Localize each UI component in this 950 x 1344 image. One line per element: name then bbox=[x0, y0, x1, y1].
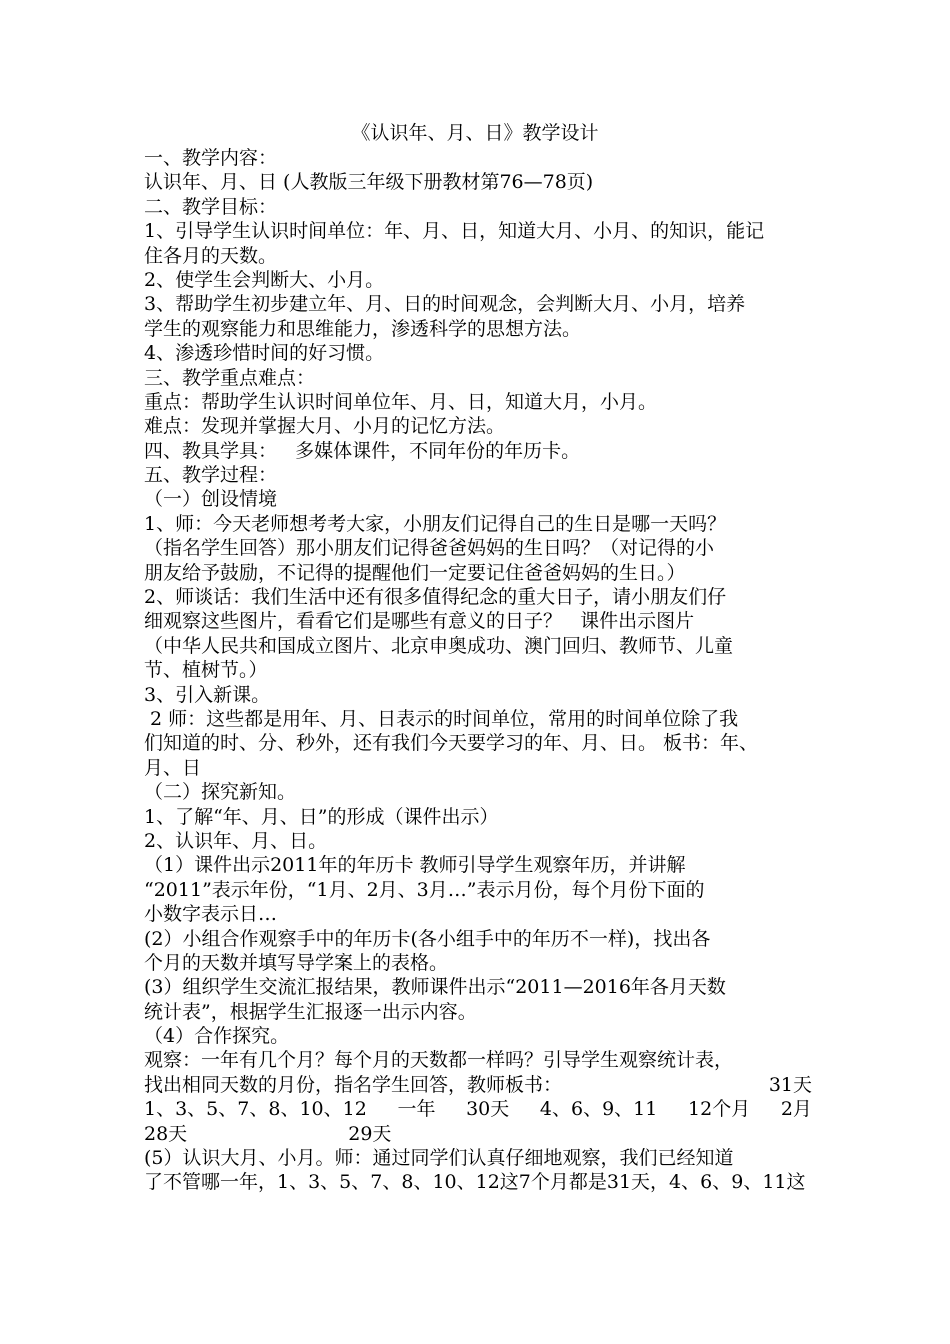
paragraph-line: 了不管哪一年，1、3、5、7、8、10、12这7个月都是31天，4、6、9、11这 bbox=[144, 1171, 806, 1194]
paragraph-line: (2）小组合作观察手中的年历卡(各小组手中的年历不一样)，找出各 bbox=[144, 927, 711, 950]
paragraph-line: 小数字表示日… bbox=[144, 903, 278, 926]
paragraph-line: (5）认识大月、小月。师：通过同学们认真仔细地观察，我们已经知道 bbox=[144, 1147, 734, 1170]
paragraph-line: 月、日 bbox=[144, 756, 202, 779]
paragraph-line: 3、引入新课。 bbox=[144, 683, 271, 706]
paragraph-line: 1、了解“年、月、日”的形成（课件出示） bbox=[144, 805, 499, 828]
paragraph-line: 朋友给予鼓励，不记得的提醒他们一定要记住爸爸妈妈的生日。） bbox=[144, 561, 686, 584]
section-heading-tools: 四、教具学具： 多媒体课件，不同年份的年历卡。 bbox=[144, 439, 581, 462]
paragraph-line: “2011”表示年份，“1月、2月、3月…”表示月份，每个月份下面的 bbox=[144, 878, 705, 901]
board-days-29: 29天 bbox=[348, 1122, 392, 1145]
board-one-year: 一年 bbox=[397, 1098, 436, 1121]
paragraph-line: 统计表”，根据学生汇报逐一出示内容。 bbox=[144, 1000, 477, 1023]
paragraph-line: 2 师：这些都是用年、月、日表示的时间单位，常用的时间单位除了我 bbox=[144, 707, 739, 730]
section-heading-process: 五、教学过程： bbox=[144, 464, 278, 487]
paragraph-line: 2、认识年、月、日。 bbox=[144, 829, 328, 852]
document-body bbox=[144, 146, 812, 1195]
board-february: 2月 bbox=[780, 1098, 812, 1121]
board-months-big: 1、3、5、7、8、10、12 bbox=[144, 1098, 367, 1121]
paragraph-line: 学生的观察能力和思维能力，渗透科学的思想方法。 bbox=[144, 317, 582, 340]
board-days-30: 30天 bbox=[466, 1098, 510, 1121]
board-twelve-months: 12个月 bbox=[688, 1098, 751, 1121]
paragraph-line: 个月的天数并填写导学案上的表格。 bbox=[144, 951, 449, 974]
board-line-3 bbox=[144, 1122, 812, 1146]
board-line-1 bbox=[144, 1073, 812, 1097]
board-days-31: 31天 bbox=[768, 1073, 812, 1096]
board-line-2 bbox=[144, 1097, 812, 1121]
paragraph-line: 找出相同天数的月份，指名学生回答，教师板书： bbox=[144, 1073, 563, 1096]
paragraph-line: 重点：帮助学生认识时间单位年、月、日，知道大月，小月。 bbox=[144, 390, 658, 413]
section-heading-key-points: 三、教学重点难点： bbox=[144, 366, 316, 389]
paragraph-line: （4）合作探究。 bbox=[144, 1025, 290, 1048]
paragraph-line: 难点：发现并掌握大月、小月的记忆方法。 bbox=[144, 415, 506, 438]
section-heading-content: 一、教学内容： bbox=[144, 147, 278, 169]
paragraph-line: 们知道的时、分、秒外，还有我们今天要学习的年、月、日。 板书：年、 bbox=[144, 732, 759, 755]
paragraph-line: 住各月的天数。 bbox=[144, 244, 278, 267]
document-title: 《认识年、月、日》教学设计 bbox=[351, 122, 599, 144]
paragraph-line: 3、帮助学生初步建立年、月、日的时间观念，会判断大月、小月，培养 bbox=[144, 293, 746, 316]
paragraph-line: （指名学生回答）那小朋友们记得爸爸妈妈的生日吗？（对记得的小 bbox=[144, 537, 715, 560]
paragraph-line: 1、师：今天老师想考考大家，小朋友们记得自己的生日是哪一天吗？ bbox=[144, 512, 727, 535]
paragraph-line: 2、使学生会判断大、小月。 bbox=[144, 268, 385, 291]
paragraph-line: 2、师谈话：我们生活中还有很多值得纪念的重大日子，请小朋友们仔 bbox=[144, 586, 727, 609]
section-heading-goals: 二、教学目标： bbox=[144, 195, 278, 218]
paragraph-line: (3）组织学生交流汇报结果，教师课件出示“2011—2016年各月天数 bbox=[144, 976, 726, 999]
paragraph-line: 节、植树节。） bbox=[144, 659, 268, 682]
board-days-28: 28天 bbox=[144, 1122, 188, 1145]
paragraph-line: （1）课件出示2011年的年历卡 教师引导学生观察年历，并讲解 bbox=[144, 854, 686, 877]
subsection-heading: （二）探究新知。 bbox=[144, 781, 297, 804]
board-months-small: 4、6、9、11 bbox=[539, 1098, 658, 1121]
paragraph-line: 认识年、月、日 (人教版三年级下册教材第76—78页) bbox=[144, 171, 594, 194]
paragraph-line: 4、渗透珍惜时间的好习惯。 bbox=[144, 342, 385, 365]
paragraph-line: 细观察这些图片，看看它们是哪些有意义的日子？ 课件出示图片 bbox=[144, 610, 695, 633]
subsection-heading: （一）创设情境 bbox=[144, 488, 278, 511]
paragraph-line: （中华人民共和国成立图片、北京申奥成功、澳门回归、教师节、儿童 bbox=[144, 634, 734, 657]
paragraph-line: 观察：一年有几个月？每个月的天数都一样吗？引导学生观察统计表， bbox=[144, 1049, 734, 1072]
paragraph-line: 1、引导学生认识时间单位：年、月、日，知道大月、小月、的知识，能记 bbox=[144, 220, 765, 243]
